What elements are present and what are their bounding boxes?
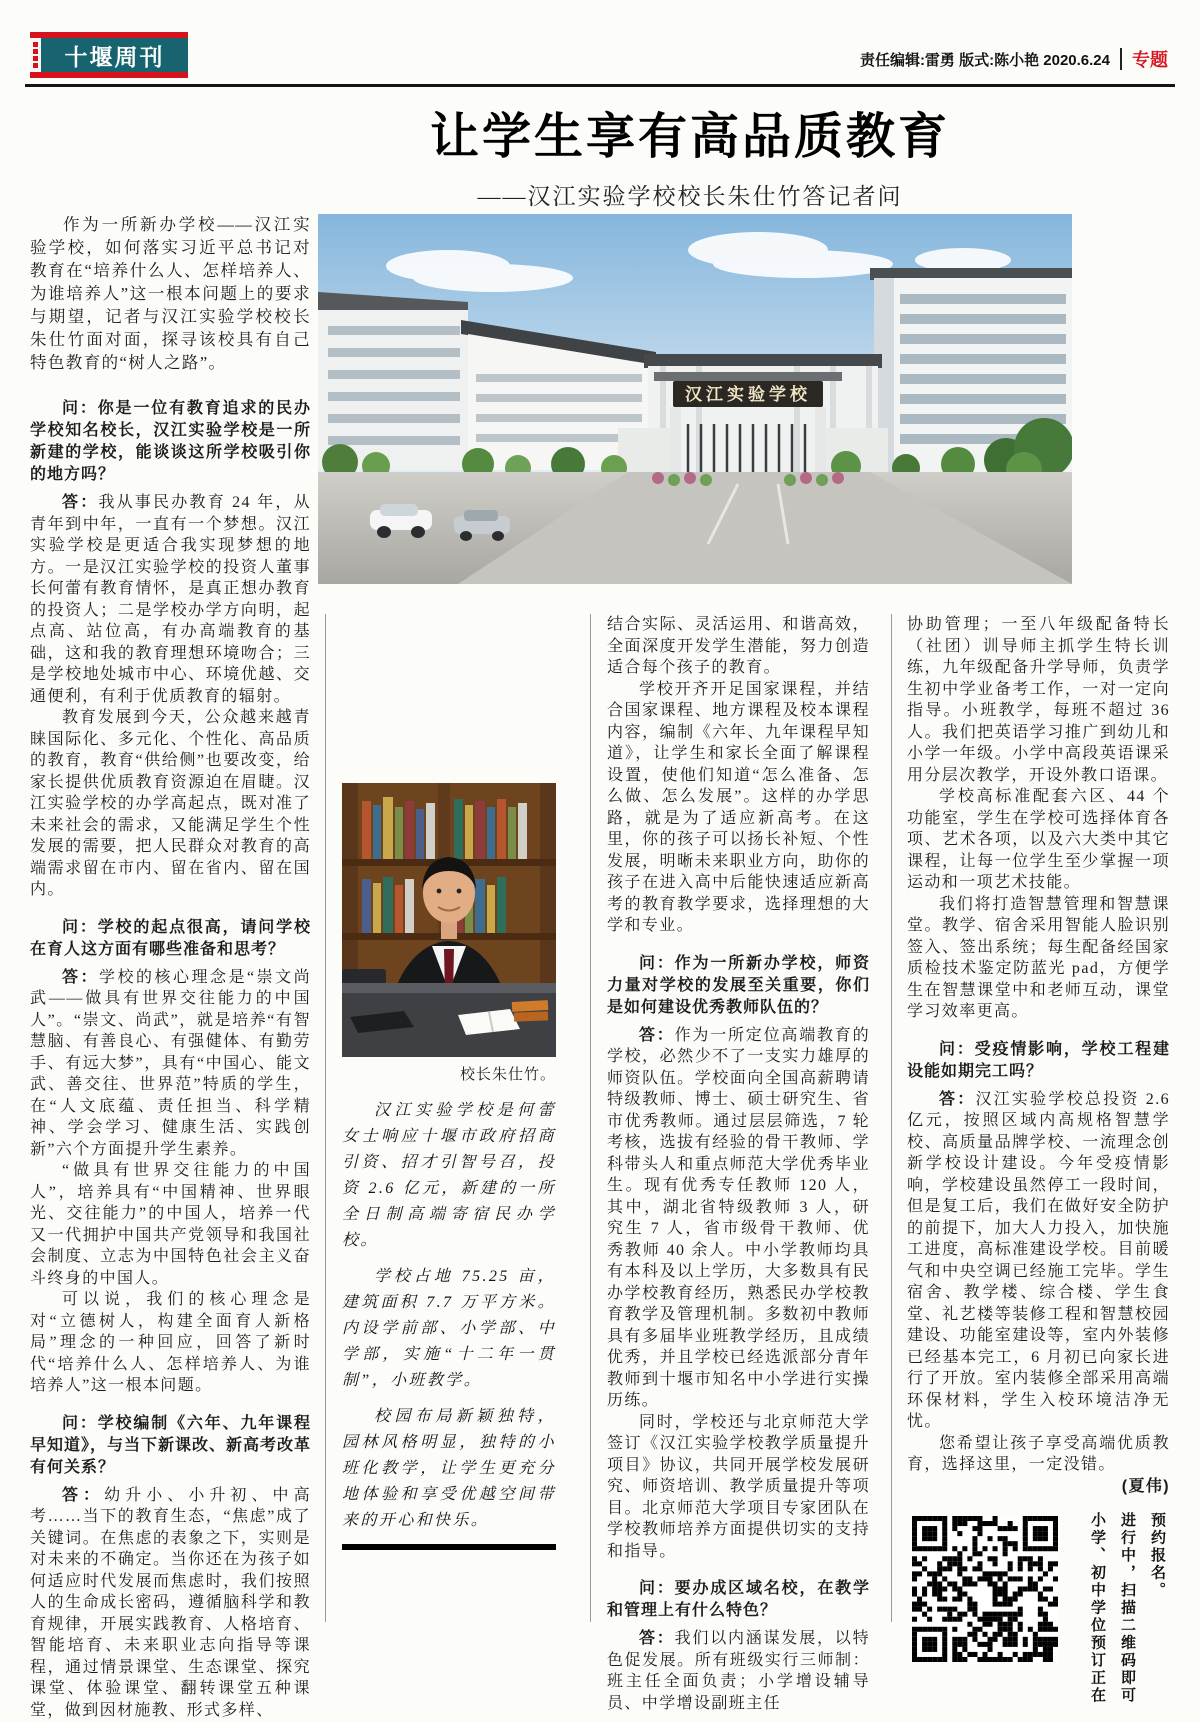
paragraph: 我们将打造智慧管理和智慧课堂。教学、宿舍采用智能人脸识别签入、签出系统；每生配备经国家质检技术鉴定防蓝光 pad，方便学生在智慧课堂中和老师互动，课堂学习效率更高。	[907, 895, 1170, 1020]
paragraph: 问：学校的起点很高，请问学校在育人这方面有哪些准备和思考？	[30, 918, 311, 958]
article-column-4	[907, 614, 1170, 1497]
paragraph: 问：作为一所新办学校，师资力量对学校的发展至关重要，你们是如何建设优秀教师队伍的？	[607, 954, 870, 1016]
byline: (夏伟)	[1121, 1477, 1170, 1495]
paragraph: 答：我从事民办教育 24 年，从青年到中年，一直有一个梦想。汉江实验学校是更适合我实现梦想的地方。一是汉江实验学校的投资人董事长何蕾有教育情怀，是真正想办教育的投资人；二是学校办学方向明，起点高、站位高，有办高端教育的基础，这和我的教育理想环境吻合；三是学校地处城市中心、环境优越、交通便利，有利于优质教育的辐射。	[30, 494, 311, 705]
header-rule	[25, 84, 1175, 87]
paragraph: 答：作为一所定位高端教育的学校，必然少不了一支实力雄厚的师资队伍。学校面向全国高薪聘请特级教师、博士、硕士研究生、省市优秀教师。通过层层筛选，7 轮考核，选拔有经验的骨干教师、学科带头人和重点师范大学优秀毕业生。现有优秀专任教师 120 人，其中，湖北省特级教师 3 人，研究生 7 人，省市级骨干教师、优秀教师 40 余人。中小学教师均具有本科及以上学历，大多数具有民办学校教育经历，熟悉民办学校教育教学及管理机制。多数初中教师具有多届毕业班教学经历，且成绩优秀，并且学校已经选派部分青年教师到十堰市知名中小学进行实操历练。	[607, 1026, 870, 1409]
paragraph: 协助管理；一至八年级配备特长（社团）训导师主抓学生特长训练，九年级配备升学导师，负责学生初中学业备考工作，一对一定向指导。小班教学，每班不超过 36 人。我们把英语学习推广到幼儿和小学一年级。小学中高段英语课采用分层次教学，开设外教口语课。	[907, 616, 1170, 784]
column-divider-3	[891, 614, 892, 1622]
paragraph: 答：幼升小、小升初、中高考……当下的教育生态，“焦虑”成了关键词。在焦虑的表象之下，实则是对未来的不确定。当你还在为孩子如何适应时代发展而焦虑时，我们按照人的生命成长密码，遵循脑科学和教育规律，开展实践教育、人格培育、智能培育、未来职业志向指导等课程，通过情景课堂、生态课堂、探究课堂、体验课堂、翻转课堂五种课堂，做到因材施教、形式多样、	[30, 1486, 311, 1719]
paragraph: 您希望让孩子享受高端优质教育，选择这里，一定没错。 (夏伟)	[907, 1433, 1170, 1476]
header-divider	[1120, 48, 1122, 70]
paragraph: 校园布局新颖独特，园林风格明显，独特的小班化教学，让学生更充分地体验和享受优越空间带来的开心和快乐。	[342, 1408, 556, 1529]
answer-lead: 答：	[939, 1090, 976, 1108]
paragraph: 问：你是一位有教育追求的民办学校知名校长，汉江实验学校是一所新建的学校，能谈谈这所学校吸引你的地方吗？	[30, 400, 311, 483]
page-title: 让学生享有高品质教育	[429, 109, 950, 164]
logo-bottom-bar	[30, 72, 188, 78]
paragraph: 同时，学校还与北京师范大学签订《汉江实验学校教学质量提升项目》协议，共同开展学校发展研究、师资培训、教学质量提升等项目。北京师范大学项目专家团队在学校教师培养方面提供切实的支持和指导。	[607, 1413, 870, 1560]
headline-block	[250, 98, 1130, 211]
article-column-2	[342, 783, 556, 1550]
paragraph: 问：要办成区域名校，在教学和管理上有什么特色？	[607, 1580, 870, 1619]
column-divider-1	[325, 614, 326, 1622]
paragraph: 学校高标准配套六区、44 个功能室，学生在学校可选择体育各项、艺术各项，以及六大类中其它课程，让每一位学生至少掌握一项运动和一项艺术技能。	[907, 788, 1170, 891]
paragraph: 汉江实验学校是何蕾女士响应十堰市政府招商引资、招才引智号召，投资 2.6 亿元，新建的一所全日制高端寄宿民办学校。	[342, 1102, 556, 1249]
portrait-caption: 校长朱仕竹。	[459, 1067, 556, 1083]
answer-lead: 答：	[62, 968, 99, 986]
column-divider-2	[590, 614, 591, 1622]
article-column-1	[30, 213, 311, 1721]
page-subtitle: ——汉江实验学校校长朱仕竹答记者问	[477, 184, 903, 209]
answer-lead: 答：	[62, 494, 99, 511]
gate-sign-text: 汉江实验学校	[685, 385, 811, 404]
qr-code	[912, 1516, 1058, 1662]
column-end-rule	[342, 1544, 556, 1550]
paragraph: 学校占地 75.25 亩，建筑面积 7.7 万平方米。内设学前部、小学部、中学部，实施“十二年一贯制”，小班教学。	[342, 1268, 556, 1389]
article-column-3	[607, 614, 870, 1714]
paragraph: 答：我们以内涵谋发展，以特色促发展。所有班级实行三师制：班主任全面负责；小学增设辅导员、中学增设副班主任	[607, 1630, 870, 1712]
paragraph: 答：汉江实验学校总投资 2.6 亿元，按照区域内高规格智慧学校、高质量品牌学校、一流理念创新学校设计建设。今年受疫情影响，学校建设虽然停工一段时间，但是复工后，我们在做好安全防护的前提下，加大人力投入，加快施工进度，高标准建设学校。目前暖气和中央空调已经施工完毕。学生宿舍、教学楼、综合楼、学生食堂、礼艺楼等装修工程和智慧校园建设、功能室建设等，室内外装修已经基本完工，6 月初已向家长进行了开放。室内装修全部采用高端环保材料，学生入校环境洁净无忧。	[907, 1090, 1170, 1430]
kicker-text	[342, 1098, 556, 1534]
answer-lead: 答：	[639, 1026, 675, 1044]
paragraph: 教育发展到今天，公众越来越青睐国际化、多元化、个性化、高品质的教育，教育“供给侧”也要改变，给家长提供优质教育资源迫在眉睫。汉江实验学校的办学高起点，既对准了未来社会的需求，又能满足学生个性发展的需要，把人民群众对教育的高端需求留在市内、留在省内、留在国内。	[30, 709, 311, 898]
logo-side-strip	[30, 38, 41, 72]
masthead-logo	[30, 32, 188, 78]
paragraph: 作为一所新办学校——汉江实验学校，如何落实习近平总书记对教育在“培养什么人、怎样培养人、为谁培养人”这一根本问题上的要求与期望，记者与汉江实验学校校长朱仕竹面对面，探寻该校具有自己特色教育的“树人之路”。	[30, 215, 311, 372]
editor-line: 责任编辑:雷勇 版式:陈小艳 2020.6.24	[859, 51, 1110, 69]
answer-lead: 答：	[639, 1630, 675, 1647]
school-photo	[318, 214, 1072, 584]
principal-portrait	[342, 783, 556, 1057]
qr-vertical-note: 小学、初中学位预订正在进行中，扫描二维码即可预约报名。	[1089, 1512, 1166, 1705]
paragraph: 问：学校编制《六年、九年课程早知道》，与当下新课改、新高考改革有何关系？	[30, 1414, 312, 1476]
paragraph: 学校开齐开足国家课程，并结合国家课程、地方课程及校本课程内容，编制《六年、九年课程早知道》，让学生和家长全面了解课程设置，使他们知道“怎么准备、怎么做、怎么发展”。这样的办学思路，就是为了适应新高考。在这里，你的孩子可以扬长补短、个性发展，明晰未来职业方向，助你的孩子在进入高中后能快速适应新高考的教育教学要求，选择理想的大学和专业。	[607, 680, 870, 934]
answer-lead: 答：	[62, 1486, 105, 1504]
logo-title: 十堰周刊	[64, 43, 165, 70]
paragraph: 答：学校的核心理念是“崇文尚武——做具有世界交往能力的中国人”。“崇文、尚武”，就是培养“有智慧脑、有善良心、有强健体、有勤劳手、有远大梦”，具有“中国心、能文武、善交往、世界范”特质的学生，在“人文底蕴、责任担当、科学精神、学会学习、健康生活、实践创新”六个方面提升学生素养。	[30, 968, 311, 1158]
paragraph: 可以说，我们的核心理念是对“立德树人，构建全面育人新格局”理念的一种回应，回答了新时代“培养什么人、怎样培养人、为谁培养人”这一根本问题。	[30, 1291, 311, 1394]
paragraph: 问：受疫情影响，学校工程建设能如期完工吗？	[907, 1040, 1170, 1080]
header-meta	[860, 46, 1168, 72]
paragraph: 结合实际、灵活运用、和谐高效，全面深度开发学生潜能，努力创造适合每个孩子的教育。	[607, 616, 870, 676]
section-label: 专题	[1132, 50, 1168, 70]
paragraph: “做具有世界交往能力的中国人”，培养具有“中国精神、世界眼光、交往能力”的中国人，培养一代又一代拥护中国共产党领导和我国社会制度、立志为中国特色社会主义奋斗终身的中国人。	[30, 1162, 311, 1287]
